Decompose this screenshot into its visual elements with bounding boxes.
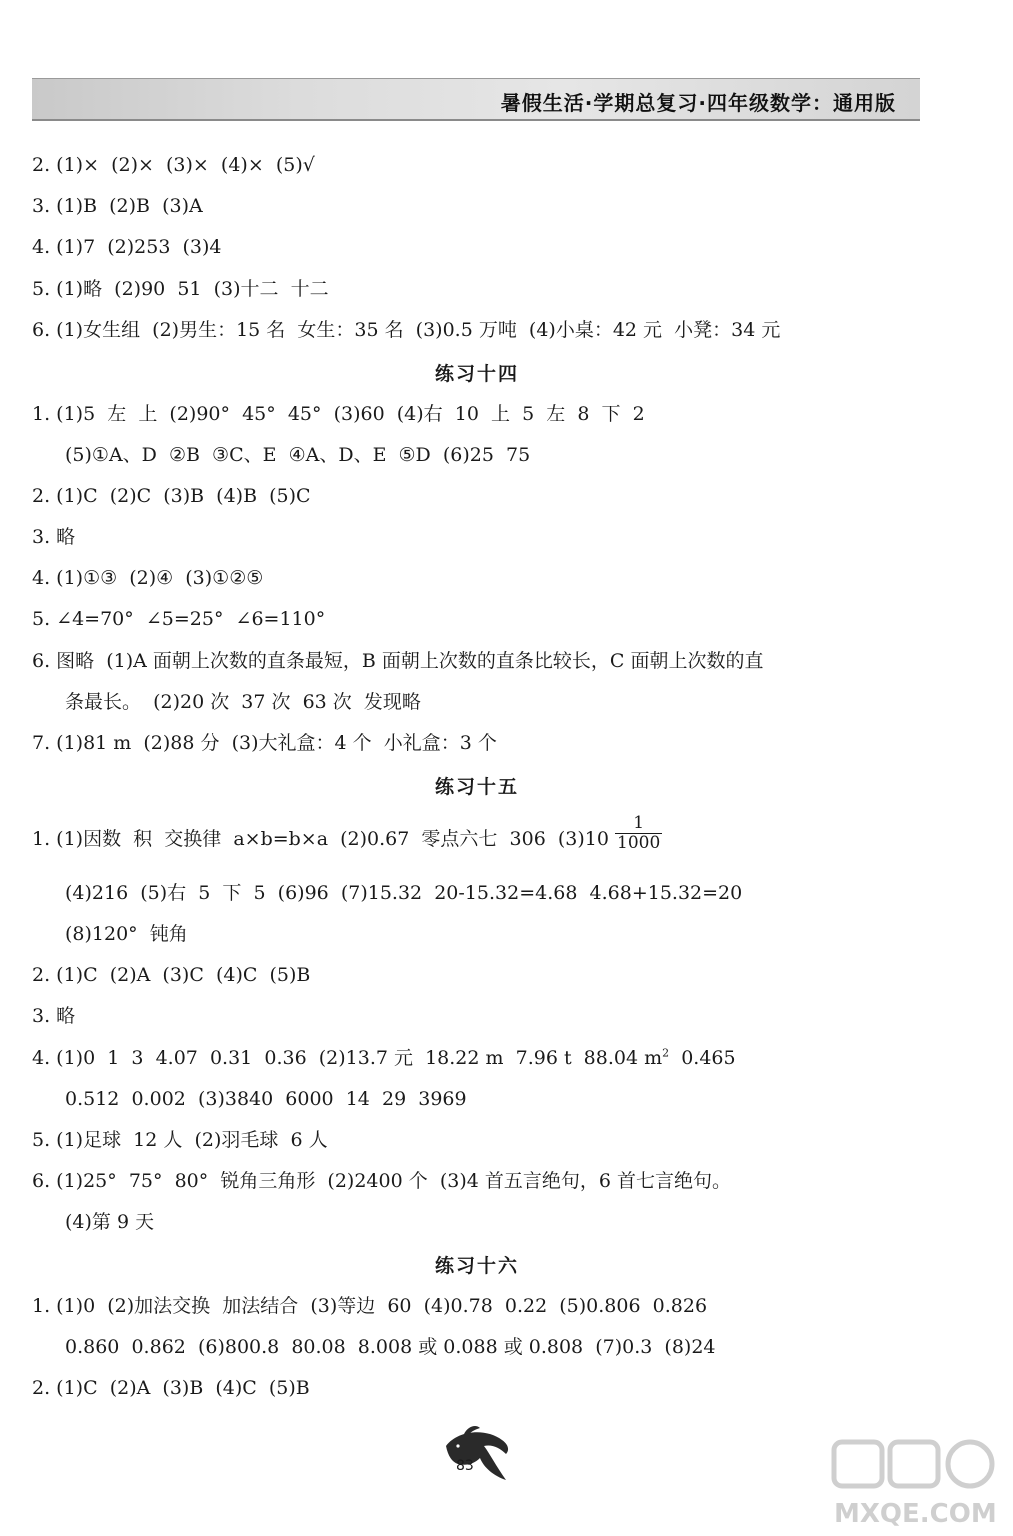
watermark-text: MXQE.COM bbox=[834, 1499, 997, 1529]
answer-line: 0.512 0.002 (3)3840 6000 14 29 3969 bbox=[65, 1088, 467, 1110]
answer-text: 0.465 bbox=[669, 1047, 736, 1069]
answer-line: 0.860 0.862 (6)800.8 80.08 8.008 或 0.088 或 0.808 (7)0.3 (8)24 bbox=[65, 1336, 716, 1358]
answer-line: 6. (1)女生组 (2)男生：15 名 女生：35 名 (3)0.5 万吨 (4)小桌：42 元 小凳：34 元 bbox=[32, 319, 781, 341]
answer-line: 2. (1)C (2)A (3)C (4)C (5)B bbox=[32, 964, 311, 986]
answer-line: 1. (1)0 (2)加法交换 加法结合 (3)等边 60 (4)0.78 0.22 (5)0.806 0.826 bbox=[32, 1295, 708, 1317]
answer-line: 6. 图略 (1)A 面朝上次数的直条最短，B 面朝上次数的直条比较长，C 面朝上次数的直 bbox=[32, 650, 764, 672]
answer-line: 4. (1)①③ (2)④ (3)①②⑤ bbox=[32, 567, 264, 589]
answer-line: 5. ∠4=70° ∠5=25° ∠6=110° bbox=[32, 608, 326, 630]
answer-line: (4)第 9 天 bbox=[65, 1211, 155, 1233]
answer-line: 7. (1)81 m (2)88 分 (3)大礼盒：4 个 小礼盒：3 个 bbox=[32, 732, 497, 754]
answer-line: 2. (1)× (2)× (3)× (4)× (5)√ bbox=[32, 154, 315, 176]
answer-line: (8)120° 钝角 bbox=[65, 923, 188, 945]
watermark-logo bbox=[830, 1438, 1000, 1530]
answer-line: 5. (1)足球 12 人 (2)羽毛球 6 人 bbox=[32, 1129, 328, 1151]
answer-line: 3. 略 bbox=[32, 1005, 76, 1027]
page-number: 83 bbox=[456, 1458, 474, 1474]
answer-line: (4)216 (5)右 5 下 5 (6)96 (7)15.32 20-15.32=4.68 4.68+15.32=20 bbox=[65, 882, 743, 904]
answer-line: 5. (1)略 (2)90 51 (3)十二 十二 bbox=[32, 278, 329, 300]
answer-line: 4. (1)7 (2)253 (3)4 bbox=[32, 236, 222, 258]
fraction-numerator: 1 bbox=[615, 814, 662, 834]
superscript: 2 bbox=[662, 1046, 670, 1060]
answer-line: 6. (1)25° 75° 80° 锐角三角形 (2)2400 个 (3)4 首五言绝句，6 首七言绝句。 bbox=[32, 1170, 731, 1192]
answer-text: 1. (1)因数 积 交换律 a×b=b×a (2)0.67 零点六七 306 (3)10 bbox=[32, 828, 615, 850]
section-title-16: 练习十六 bbox=[434, 1255, 519, 1277]
dolphin-icon bbox=[440, 1424, 516, 1488]
fraction-denominator: 1000 bbox=[617, 832, 661, 853]
fraction bbox=[615, 814, 662, 853]
answer-line: 3. (1)B (2)B (3)A bbox=[32, 195, 203, 217]
header-title: 暑假生活·学期总复习·四年级数学：通用版 bbox=[500, 91, 896, 115]
answer-line: (5)①A、D ②B ③C、E ④A、D、E ⑤D (6)25 75 bbox=[65, 444, 531, 466]
section-title-14: 练习十四 bbox=[434, 363, 519, 385]
answer-text: 4. (1)0 1 3 4.07 0.31 0.36 (2)13.7 元 18.22 m 7.96 t 88.04 m bbox=[32, 1047, 663, 1069]
answer-line bbox=[32, 812, 662, 853]
answer-line bbox=[32, 1045, 736, 1071]
page-header bbox=[32, 78, 920, 121]
section-title-15: 练习十五 bbox=[434, 776, 519, 798]
answer-line: 3. 略 bbox=[32, 526, 76, 548]
answer-line: 2. (1)C (2)A (3)B (4)C (5)B bbox=[32, 1377, 310, 1399]
answer-line: 条最长。 (2)20 次 37 次 63 次 发现略 bbox=[65, 691, 421, 713]
answer-line: 1. (1)5 左 上 (2)90° 45° 45° (3)60 (4)右 10 上 5 左 8 下 2 bbox=[32, 403, 645, 425]
answer-line: 2. (1)C (2)C (3)B (4)B (5)C bbox=[32, 485, 311, 507]
